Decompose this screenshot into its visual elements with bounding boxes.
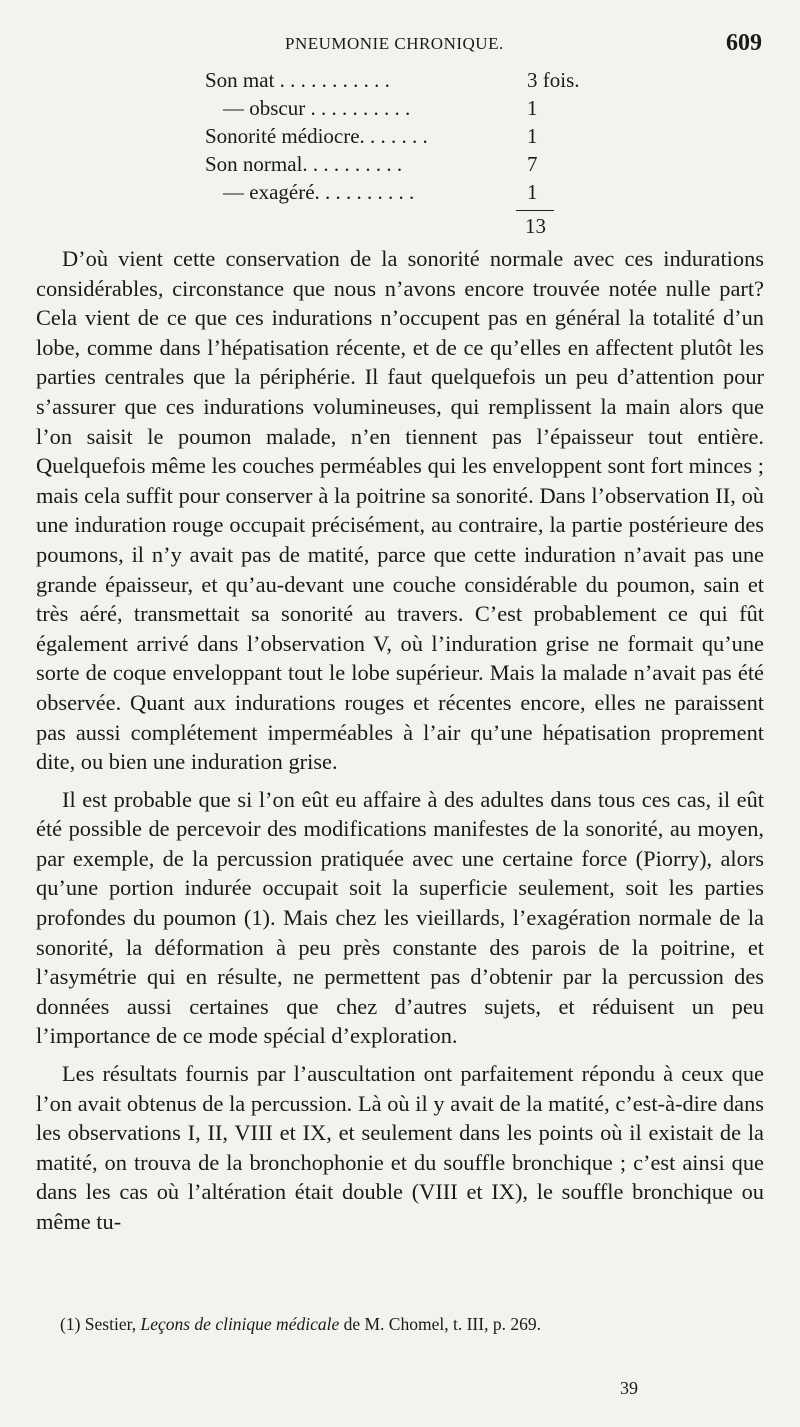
row-count: 7 [527,152,538,176]
footnote-title: Leçons de clinique médicale [140,1314,340,1334]
row-label: Sonorité médiocre. . . . . . . [205,124,428,148]
percussion-results-table [205,66,605,238]
footnote-marker: (1) Sestier, [60,1314,137,1334]
table-total: 13 [525,214,546,238]
footnote [60,1312,760,1336]
table-row [205,178,605,206]
running-title: PNEUMONIE CHRONIQUE. [285,34,504,53]
table-row [205,122,605,150]
row-label: — obscur . . . . . . . . . . [223,96,411,120]
body-text [36,244,764,1245]
paragraph: Les résultats fournis par l’auscultation ont parfaitement répondu à ceux que l’on avait obtenus de la percussion. Là où il y avait de la matité, c’est-à-dire dans les observations I, II, VIII et IX, et seulement dans les points où il existait de la matité, on trouva de la bronchophonie et du souffle bronchique ; c’est ainsi que dans les cas où l’altération était double (VIII et IX), le souffle bronchique ou même tu- [36,1061,764,1234]
page-header [0,30,800,60]
row-label: Son normal. . . . . . . . . . [205,152,403,176]
table-row [205,150,605,178]
paragraph: Il est probable que si l’on eût eu affaire à des adultes dans tous ces cas, il eût été possible de percevoir des modifications manifestes de la sonorité, au moyen, par exemple, de la percussion pratiquée avec une certaine force (Piorry), alors qu’une portion indurée occupait soit la superficie seulement, soit les parties profondes du poumon (1). Mais chez les vieillards, l’exagération normale de la sonorité, la déformation à peu près constante des parois de la poitrine, et l’asymétrie qui en résulte, ne permettent pas d’obtenir par la percussion des données aussi certaines que chez d’autres sujets, et réduisent un peu l’importance de ce mode spécial d’exploration. [36,786,764,1049]
row-label: — exagéré. . . . . . . . . . [223,180,415,204]
row-count: 1 [527,124,538,148]
sum-rule [516,210,554,211]
paragraph: D’où vient cette conservation de la sonorité normale avec ces indurations considérables, circonstance que nous n’avons encore trouvée notée nulle part? Cela vient de ce que ces indurations n’occupent pas en général la totalité d’un lobe, comme dans l’hépatisation récente, et de ce qu’elles en affectent plutôt les parties centrales que la périphérie. Il faut quelquefois un peu d’attention pour s’assurer que ces indurations volumineuses, qui remplissent la main alors que l’on saisit le poumon malade, n’en tiennent pas l’épaisseur tout entière. Quelquefois même les couches perméables qui les enveloppent sont fort minces ; mais cela suffit pour conserver à la poitrine sa sonorité. Dans l’observation II, où une induration rouge occupait précisément, au contraire, la partie postérieure des poumons, il n’y avait pas de matité, parce que cette induration n’avait pas une grande épaisseur, et qu’au-devant une couche considérable du poumon, sain et très aéré, transmettait sa sonorité au travers. C’est probablement ce qui fût également arrivé dans l’observation V, où l’induration grise ne formait qu’une sorte de coque enveloppant tout le lobe supérieur. Mais la malade n’avait pas été observée. Quant aux indurations rouges et récentes encore, elles ne paraissent pas aussi complétement imperméables à l’air qu’une hépatisation proprement dite, ou bien une induration grise. [36,246,764,775]
row-count: 1 [527,96,538,120]
table-row [205,66,605,94]
page-number: 609 [726,30,762,56]
row-count: 1 [527,180,538,204]
row-label: Son mat . . . . . . . . . . . [205,68,390,92]
footnote-rest: de M. Chomel, t. III, p. 269. [343,1314,541,1334]
row-count: 3 fois. [527,68,580,92]
table-row [205,94,605,122]
signature-mark: 39 [620,1378,638,1398]
